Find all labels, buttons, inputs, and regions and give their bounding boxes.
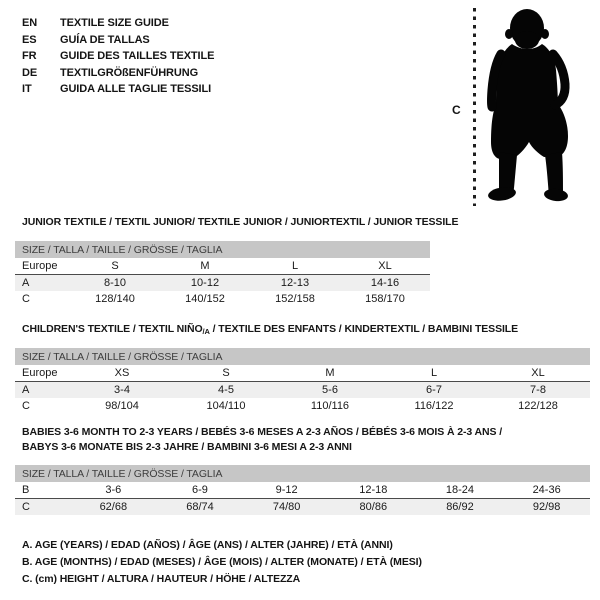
size-header-bar: SIZE / TALLA / TAILLE / GRÖSSE / TAGLIA <box>15 465 590 482</box>
language-code: DE <box>22 66 38 79</box>
list-item <box>22 65 214 82</box>
table-title-line2: BABYS 3-6 MONATE BIS 2-3 JAHRE / BAMBINI 3-6 MESI A 2-3 ANNI <box>22 440 352 453</box>
size-header-row <box>15 465 590 482</box>
row-label: C <box>22 501 30 513</box>
list-item <box>22 15 214 32</box>
cell: 5-6 <box>322 384 338 396</box>
table-title-text: / TEXTILE DES ENFANTS / KINDERTEXTIL / BAMBINI TESSILE <box>209 323 519 335</box>
cell: 98/104 <box>105 400 139 413</box>
footnote-a: A. AGE (YEARS) / EDAD (AÑOS) / ÂGE (ANS) / ALTER (JAHRE) / ETÀ (ANNI) <box>22 539 393 551</box>
table-row <box>15 365 590 382</box>
cell: 24-36 <box>503 482 590 499</box>
table-row <box>15 499 590 516</box>
size-header-row <box>15 241 430 258</box>
column-header: Europe <box>15 258 70 275</box>
table-title-subscript: /A <box>202 327 210 336</box>
table-row <box>15 258 430 275</box>
cell: 18-24 <box>417 482 504 499</box>
cell: 7-8 <box>530 384 546 396</box>
cell: 62/68 <box>99 501 128 513</box>
column-header: XL <box>486 365 590 382</box>
language-title: GUIDE DES TAILLES TEXTILE <box>60 50 215 63</box>
column-header: XS <box>70 365 174 382</box>
table-row <box>15 398 590 415</box>
cell: 80/86 <box>359 501 388 513</box>
size-header-row <box>15 348 590 365</box>
language-title: GUIDA ALLE TAGLIE TESSILI <box>60 83 212 96</box>
table-title-children <box>22 323 518 335</box>
language-title: GUÍA DE TALLAS <box>60 33 150 46</box>
cell: 116/122 <box>414 400 454 413</box>
cell: 140/152 <box>185 293 225 306</box>
table-title-line1: BABIES 3-6 MONTH TO 2-3 YEARS / BEBÉS 3-6 MESES A 2-3 AÑOS / BÉBÉS 3-6 MOIS À 2-3 ANS / <box>22 426 503 438</box>
cell: 4-5 <box>218 384 234 396</box>
column-header: L <box>382 365 486 382</box>
cell: 12-13 <box>280 277 310 289</box>
baby-silhouette-icon <box>487 6 572 206</box>
column-header: M <box>160 258 250 275</box>
cell: 158/170 <box>365 293 405 306</box>
junior-size-table <box>15 241 430 308</box>
table-row <box>15 382 590 399</box>
cell: 3-6 <box>70 482 157 499</box>
cell: 6-7 <box>426 384 442 396</box>
cell: 122/128 <box>518 400 558 413</box>
table-row <box>15 482 590 499</box>
language-code: IT <box>22 83 32 96</box>
row-label: C <box>22 400 30 413</box>
cell: 8-10 <box>103 277 127 289</box>
dimension-label-c: C <box>452 103 461 117</box>
table-title-text: CHILDREN'S TEXTILE / TEXTIL NIÑO <box>22 323 203 335</box>
cell: 104/110 <box>206 400 246 413</box>
babies-size-table <box>15 465 590 515</box>
column-header: L <box>250 258 340 275</box>
table-row <box>15 291 430 308</box>
cell: 74/80 <box>272 501 301 513</box>
language-list <box>22 15 214 98</box>
footnote-legend <box>22 537 422 588</box>
cell: 92/98 <box>532 501 561 513</box>
table-title-babies <box>22 425 582 454</box>
language-title: TEXTILE SIZE GUIDE <box>60 17 169 30</box>
children-size-table <box>15 348 590 415</box>
cell: 12-18 <box>330 482 417 499</box>
row-label: A <box>22 384 30 396</box>
language-code: EN <box>22 17 38 30</box>
size-header-bar: SIZE / TALLA / TAILLE / GRÖSSE / TAGLIA <box>15 241 430 258</box>
column-header: Europe <box>15 365 70 382</box>
cell: 152/158 <box>275 293 315 306</box>
cell: 86/92 <box>446 501 474 513</box>
language-code: FR <box>22 50 37 63</box>
cell: 14-16 <box>370 277 400 289</box>
column-header: XL <box>340 258 430 275</box>
cell: 10-12 <box>190 277 220 289</box>
row-label: A <box>22 277 30 289</box>
footnote-b: B. AGE (MONTHS) / EDAD (MESES) / ÂGE (MOIS) / ALTER (MONATE) / ETÀ (MESI) <box>22 556 422 568</box>
column-header: S <box>70 258 160 275</box>
list-item <box>22 32 214 49</box>
list-item <box>22 48 214 65</box>
size-header-bar: SIZE / TALLA / TAILLE / GRÖSSE / TAGLIA <box>15 348 590 365</box>
language-code: ES <box>22 33 37 46</box>
table-title-junior: JUNIOR TEXTILE / TEXTIL JUNIOR/ TEXTILE JUNIOR / JUNIORTEXTIL / JUNIOR TESSILE <box>22 216 459 228</box>
column-header: S <box>174 365 278 382</box>
table-row <box>15 275 430 292</box>
cell: 9-12 <box>243 482 330 499</box>
cell: 68/74 <box>186 501 214 513</box>
footnote-c: C. (cm) HEIGHT / ALTURA / HAUTEUR / HÖHE / ALTEZZA <box>22 573 301 585</box>
language-title: TEXTILGRÖßENFÜHRUNG <box>60 66 199 79</box>
cell: 3-4 <box>114 384 130 396</box>
cell: 110/116 <box>310 400 350 413</box>
row-label: B <box>15 482 70 499</box>
cell: 128/140 <box>95 293 135 306</box>
list-item <box>22 81 214 98</box>
height-dimension-line <box>473 8 476 206</box>
column-header: M <box>278 365 382 382</box>
row-label: C <box>22 293 30 306</box>
cell: 6-9 <box>157 482 244 499</box>
